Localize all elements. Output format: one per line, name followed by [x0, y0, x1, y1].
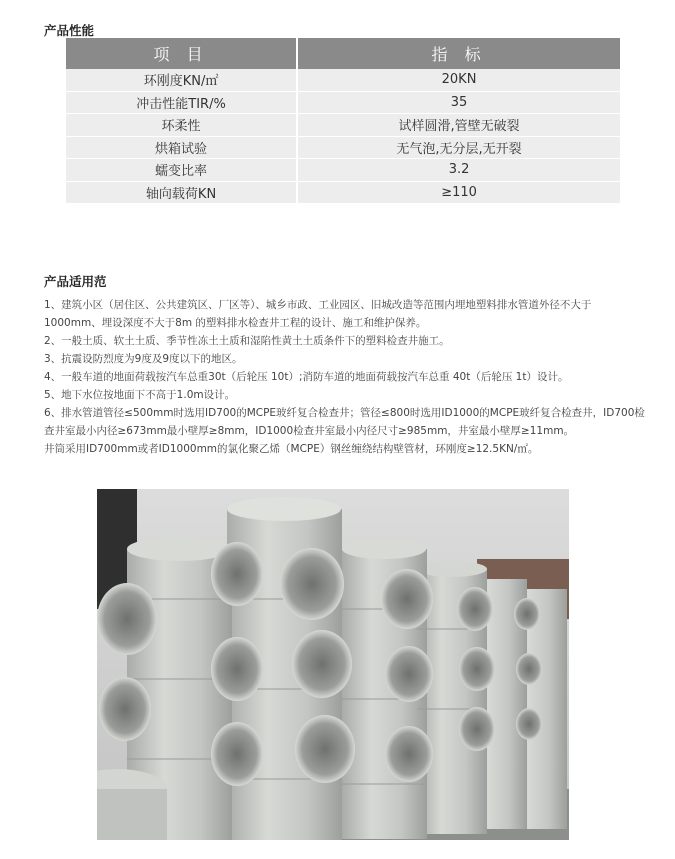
table-row [66, 69, 620, 92]
row-value: ≥110 [298, 182, 620, 205]
row-item: 轴向载荷KN [66, 182, 296, 205]
table-row [66, 159, 620, 182]
performance-title: 产品性能 [44, 23, 95, 38]
table-header-row [66, 38, 620, 69]
row-value: 35 [298, 92, 620, 115]
scope-line: 2、一般土质、软土土质、季节性冻土土质和湿陷性黄土土质条件下的塑料检查井施工。 [44, 335, 450, 347]
table-row [66, 114, 620, 137]
row-item: 冲击性能TIR/% [66, 92, 296, 115]
performance-table [64, 38, 622, 204]
row-value: 无气泡,无分层,无开裂 [298, 137, 620, 160]
row-value: 20KN [298, 69, 620, 92]
row-value: 试样圆滑,管壁无破裂 [298, 114, 620, 137]
scope-line: 3、抗震设防烈度为9度及9度以下的地区。 [44, 353, 243, 365]
row-item: 蠕变比率 [66, 159, 296, 182]
header-value: 指 标 [298, 38, 620, 69]
table-row [66, 182, 620, 205]
scope-line: 查井室最小内径≥673mm最小壁厚≥8mm，ID1000检查井室最小内径尺寸≥985mm，井室最小壁厚≥11mm。 [44, 425, 575, 437]
product-photo [97, 489, 569, 840]
row-item: 环柔性 [66, 114, 296, 137]
row-item: 环刚度KN/㎡ [66, 69, 296, 92]
table-row [66, 137, 620, 160]
scope-line: 4、一般车道的地面荷载按汽车总重30t（后轮压 10t）;消防车道的地面荷载按汽车总重 40t（后轮压 1t）设计。 [44, 371, 569, 383]
scope-title: 产品适用范 [44, 274, 107, 289]
scope-line: 井筒采用ID700mm或者ID1000mm的氯化聚乙烯（MCPE）钢丝缠绕结构壁管材，环刚度≥12.5KN/㎡。 [44, 443, 539, 455]
scope-line: 1、建筑小区（居住区、公共建筑区、厂区等）、城乡市政、工业园区、旧城改造等范围内埋地塑料排水管道外径不大于 [44, 299, 592, 311]
header-item: 项 目 [66, 38, 296, 69]
row-item: 烘箱试验 [66, 137, 296, 160]
scope-line: 5、地下水位按地面下不高于1.0m设计。 [44, 389, 236, 401]
scope-line: 1000mm、埋设深度不大于8m 的塑料排水检查井工程的设计、施工和维护保养。 [44, 317, 427, 329]
table-row [66, 92, 620, 115]
scope-list [44, 296, 654, 458]
scope-line: 6、排水管道管径≤500mm时选用ID700的MCPE玻纤复合检查井；管径≤800时选用ID1000的MCPE玻纤复合检查井，ID700检 [44, 407, 645, 419]
row-value: 3.2 [298, 159, 620, 182]
